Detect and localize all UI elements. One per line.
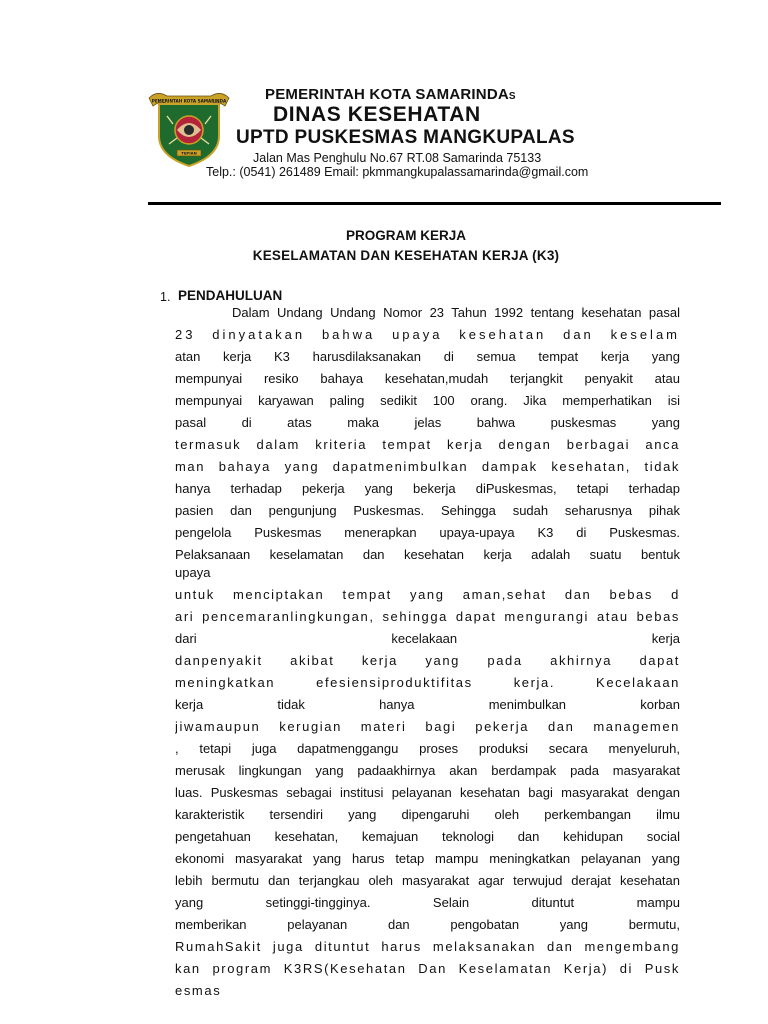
body-line: pengetahuan kesehatan, kemajuan teknologi dan kehidupan social [175, 829, 680, 844]
body-line: Pelaksanaan keselamatan dan kesehatan kerja adalah suatu bentuk [175, 547, 680, 562]
letterhead-agency: DINAS KESEHATAN [273, 103, 481, 126]
body-line: pasal di atas maka jelas bahwa puskesmas yang [175, 415, 680, 430]
city-emblem-logo [147, 86, 231, 168]
body-line: jiwamaupun kerugian materi bagi pekerja dan managemen [175, 719, 680, 734]
body-line: Dalam Undang Undang Nomor 23 Tahun 1992 tentang kesehatan pasal [232, 305, 680, 320]
letterhead-government-text: PEMERINTAH KOTA SAMARINDA [265, 86, 509, 103]
letterhead-government [265, 86, 516, 103]
body-line: luas. Puskesmas sebagai institusi pelayanan kesehatan bagi masyarakat dengan [175, 785, 680, 800]
body-line: man bahaya yang dapatmenimbulkan dampak kesehatan, tidak [175, 459, 680, 474]
body-line: esmas [175, 983, 222, 998]
letterhead-contact: Telp.: (0541) 261489 Email: pkmmangkupalassamarinda@gmail.com [206, 165, 589, 179]
body-line: meningkatkan efesiensiproduktifitas kerja. Kecelakaan [175, 675, 680, 690]
letterhead-unit: UPTD PUSKESMAS MANGKUPALAS [236, 127, 575, 148]
body-line: danpenyakit akibat kerja yang pada akhirnya dapat [175, 653, 680, 668]
svg-text:TEPIAN: TEPIAN [181, 150, 197, 156]
svg-text:PEMERINTAH KOTA SAMARINDA: PEMERINTAH KOTA SAMARINDA [151, 98, 227, 104]
body-line: hanya terhadap pekerja yang bekerja diPuskesmas, tetapi terhadap [175, 481, 680, 496]
body-line: ari pencemaranlingkungan, sehingga dapat mengurangi atau bebas [175, 609, 680, 624]
letterhead-address: Jalan Mas Penghulu No.67 RT.08 Samarinda 75133 [253, 151, 542, 165]
body-line: mempunyai resiko bahaya kesehatan,mudah terjangkit penyakit atau [175, 371, 680, 386]
body-line: untuk menciptakan tempat yang aman,sehat dan bebas d [175, 587, 680, 602]
body-line: merusak lingkungan yang padaakhirnya akan berdampak pada masyarakat [175, 763, 680, 778]
letterhead-divider [148, 202, 721, 205]
body-line: karakteristik tersendiri yang dipengaruhi oleh perkembangan ilmu [175, 807, 680, 822]
body-line: upaya [175, 565, 211, 580]
body-line: dari kecelakaan kerja [175, 631, 680, 646]
body-line: pasien dan pengunjung Puskesmas. Sehingga sudah seharusnya pihak [175, 503, 680, 518]
section-heading: PENDAHULUAN [178, 288, 283, 303]
document-title: PROGRAM KERJA [345, 228, 466, 243]
body-line: pengelola Puskesmas menerapkan upaya-upaya K3 di Puskesmas. [175, 525, 680, 540]
body-line: , tetapi juga dapatmenggangu proses produksi secara menyeluruh, [175, 741, 680, 756]
document-subtitle: KESELAMATAN DAN KESEHATAN KERJA (K3) [252, 248, 560, 263]
body-line: lebih bermutu dan terjangkau oleh masyarakat agar terwujud derajat kesehatan [175, 873, 680, 888]
letterhead-government-suffix: S [508, 91, 516, 102]
body-line: 23 dinyatakan bahwa upaya kesehatan dan keselam [175, 327, 680, 342]
body-line: mempunyai karyawan paling sedikit 100 orang. Jika memperhatikan isi [175, 393, 680, 408]
body-line: kerja tidak hanya menimbulkan korban [175, 697, 680, 712]
body-line: kan program K3RS(Kesehatan Dan Keselamatan Kerja) di Pusk [175, 961, 680, 976]
body-line: atan kerja K3 harusdilaksanakan di semua tempat kerja yang [175, 349, 680, 364]
body-line: RumahSakit juga dituntut harus melaksanakan dan mengembang [175, 939, 680, 954]
body-line: termasuk dalam kriteria tempat kerja dengan berbagai anca [175, 437, 680, 452]
section-number: 1. [160, 290, 171, 304]
body-line: memberikan pelayanan dan pengobatan yang bermutu, [175, 917, 680, 932]
body-line: yang setinggi-tingginya. Selain dituntut mampu [175, 895, 680, 910]
body-line: ekonomi masyarakat yang harus tetap mampu meningkatkan pelayanan yang [175, 851, 680, 866]
